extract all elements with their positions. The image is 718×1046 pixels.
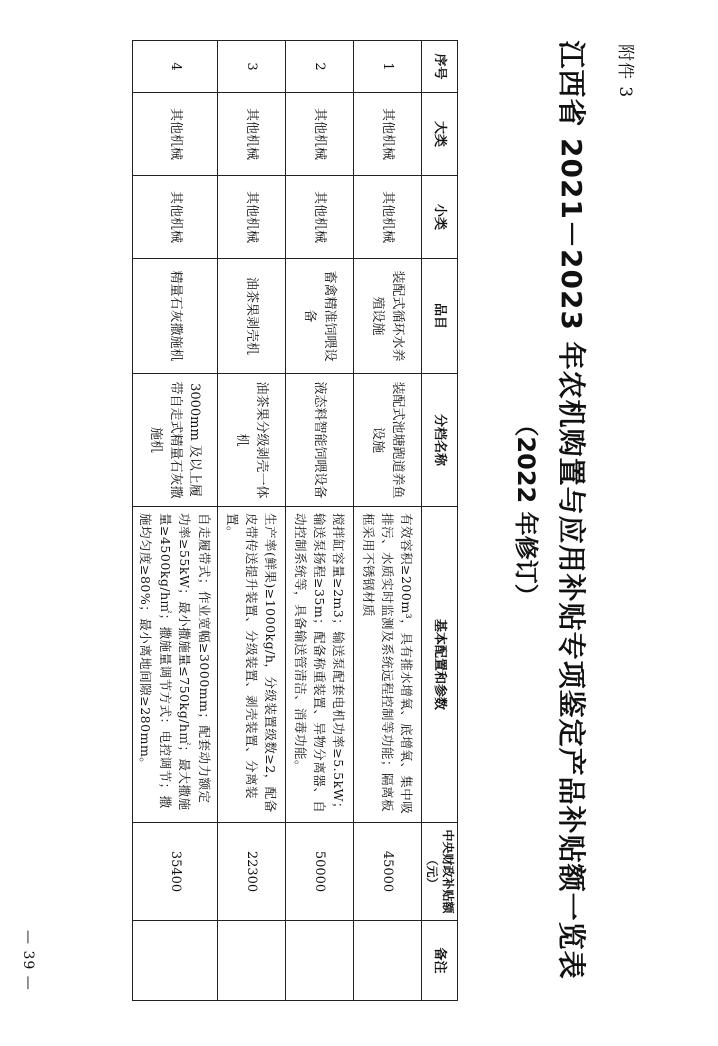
cell-item: 畜禽精准饲喂设备 [285, 259, 353, 374]
cell-subcategory: 其他机械 [285, 176, 353, 259]
cell-grade: 液态料智能饲喂设备 [285, 374, 353, 507]
page-number: — 39 — [20, 930, 36, 991]
table-row [353, 41, 421, 1001]
cell-item: 装配式循环水养殖设施 [353, 259, 421, 374]
cell-subsidy: 50000 [285, 823, 353, 921]
cell-no: 3 [217, 41, 285, 93]
cell-subcategory: 其他机械 [353, 176, 421, 259]
table-row [132, 41, 217, 1001]
document-title: 江西省 2021－2023 年农机购置与应用补贴专项鉴定产品补贴额一览表 [555, 40, 588, 980]
table-row [285, 41, 353, 1001]
cell-params: 有效容积≥200m³，具有推水增氧、底增氧、集中吸排污、水质实时监测及系统远程控制等功能；隔离板框采用不锈钢材质 [353, 507, 421, 823]
cell-remark [353, 921, 421, 1001]
table-header-row [421, 41, 457, 1001]
cell-subsidy: 45000 [353, 823, 421, 921]
cell-grade: 3000mm 及以上履带自走式精量石灰撒施机 [132, 374, 217, 507]
subsidy-table [132, 40, 458, 1001]
cell-no: 2 [285, 41, 353, 93]
header-remark: 备注 [421, 921, 457, 1001]
cell-grade: 装配式池塘跑道养鱼设施 [353, 374, 421, 507]
cell-params: 自走履带式；作业宽幅≥3000mm；配套动力额定功率≥55kW；最小撒施量≤750kg/h㎡；最大撒施量≥4500kg/h㎡；撒施量调节方式：电控调节；撒施均匀度≥80%；最小离地间隙≥280mm。 [132, 507, 217, 823]
cell-subcategory: 其他机械 [217, 176, 285, 259]
header-grade: 分档名称 [421, 374, 457, 507]
cell-item: 精量石灰撒施机 [132, 259, 217, 374]
header-item: 品目 [421, 259, 457, 374]
cell-no: 1 [353, 41, 421, 93]
attachment-label: 附件 3 [615, 44, 635, 99]
cell-remark [217, 921, 285, 1001]
cell-remark [285, 921, 353, 1001]
cell-subsidy: 35400 [132, 823, 217, 921]
cell-category: 其他机械 [353, 93, 421, 176]
cell-category: 其他机械 [132, 93, 217, 176]
header-category: 大类 [421, 93, 457, 176]
cell-item: 油茶果剥壳机 [217, 259, 285, 374]
header-no: 序号 [421, 41, 457, 93]
cell-grade: 油茶果分级剥壳一体机 [217, 374, 285, 507]
cell-remark [132, 921, 217, 1001]
cell-subcategory: 其他机械 [132, 176, 217, 259]
header-params: 基本配置和参数 [421, 507, 457, 823]
header-subsidy: 中央财政补贴额（元） [421, 823, 457, 921]
cell-category: 其他机械 [285, 93, 353, 176]
table-row [217, 41, 285, 1001]
cell-no: 4 [132, 41, 217, 93]
cell-subsidy: 22300 [217, 823, 285, 921]
document-subtitle: （2022 年修订） [512, 412, 540, 608]
cell-params: 搅拌缸容量≥2m3；输送泵配套电机功率≥5.5kW；输送泵扬程≥35m；配备称重装置、异物分离器、自动控制系统等，具备输送管清洁、消毒功能。 [285, 507, 353, 823]
cell-category: 其他机械 [217, 93, 285, 176]
cell-params: 生产率(鲜果)≥1000kg/h，分级装置级数≥2，配备皮带传送提升装置、分级装置、剥壳装置、分离装置。 [217, 507, 285, 823]
header-subcategory: 小类 [421, 176, 457, 259]
